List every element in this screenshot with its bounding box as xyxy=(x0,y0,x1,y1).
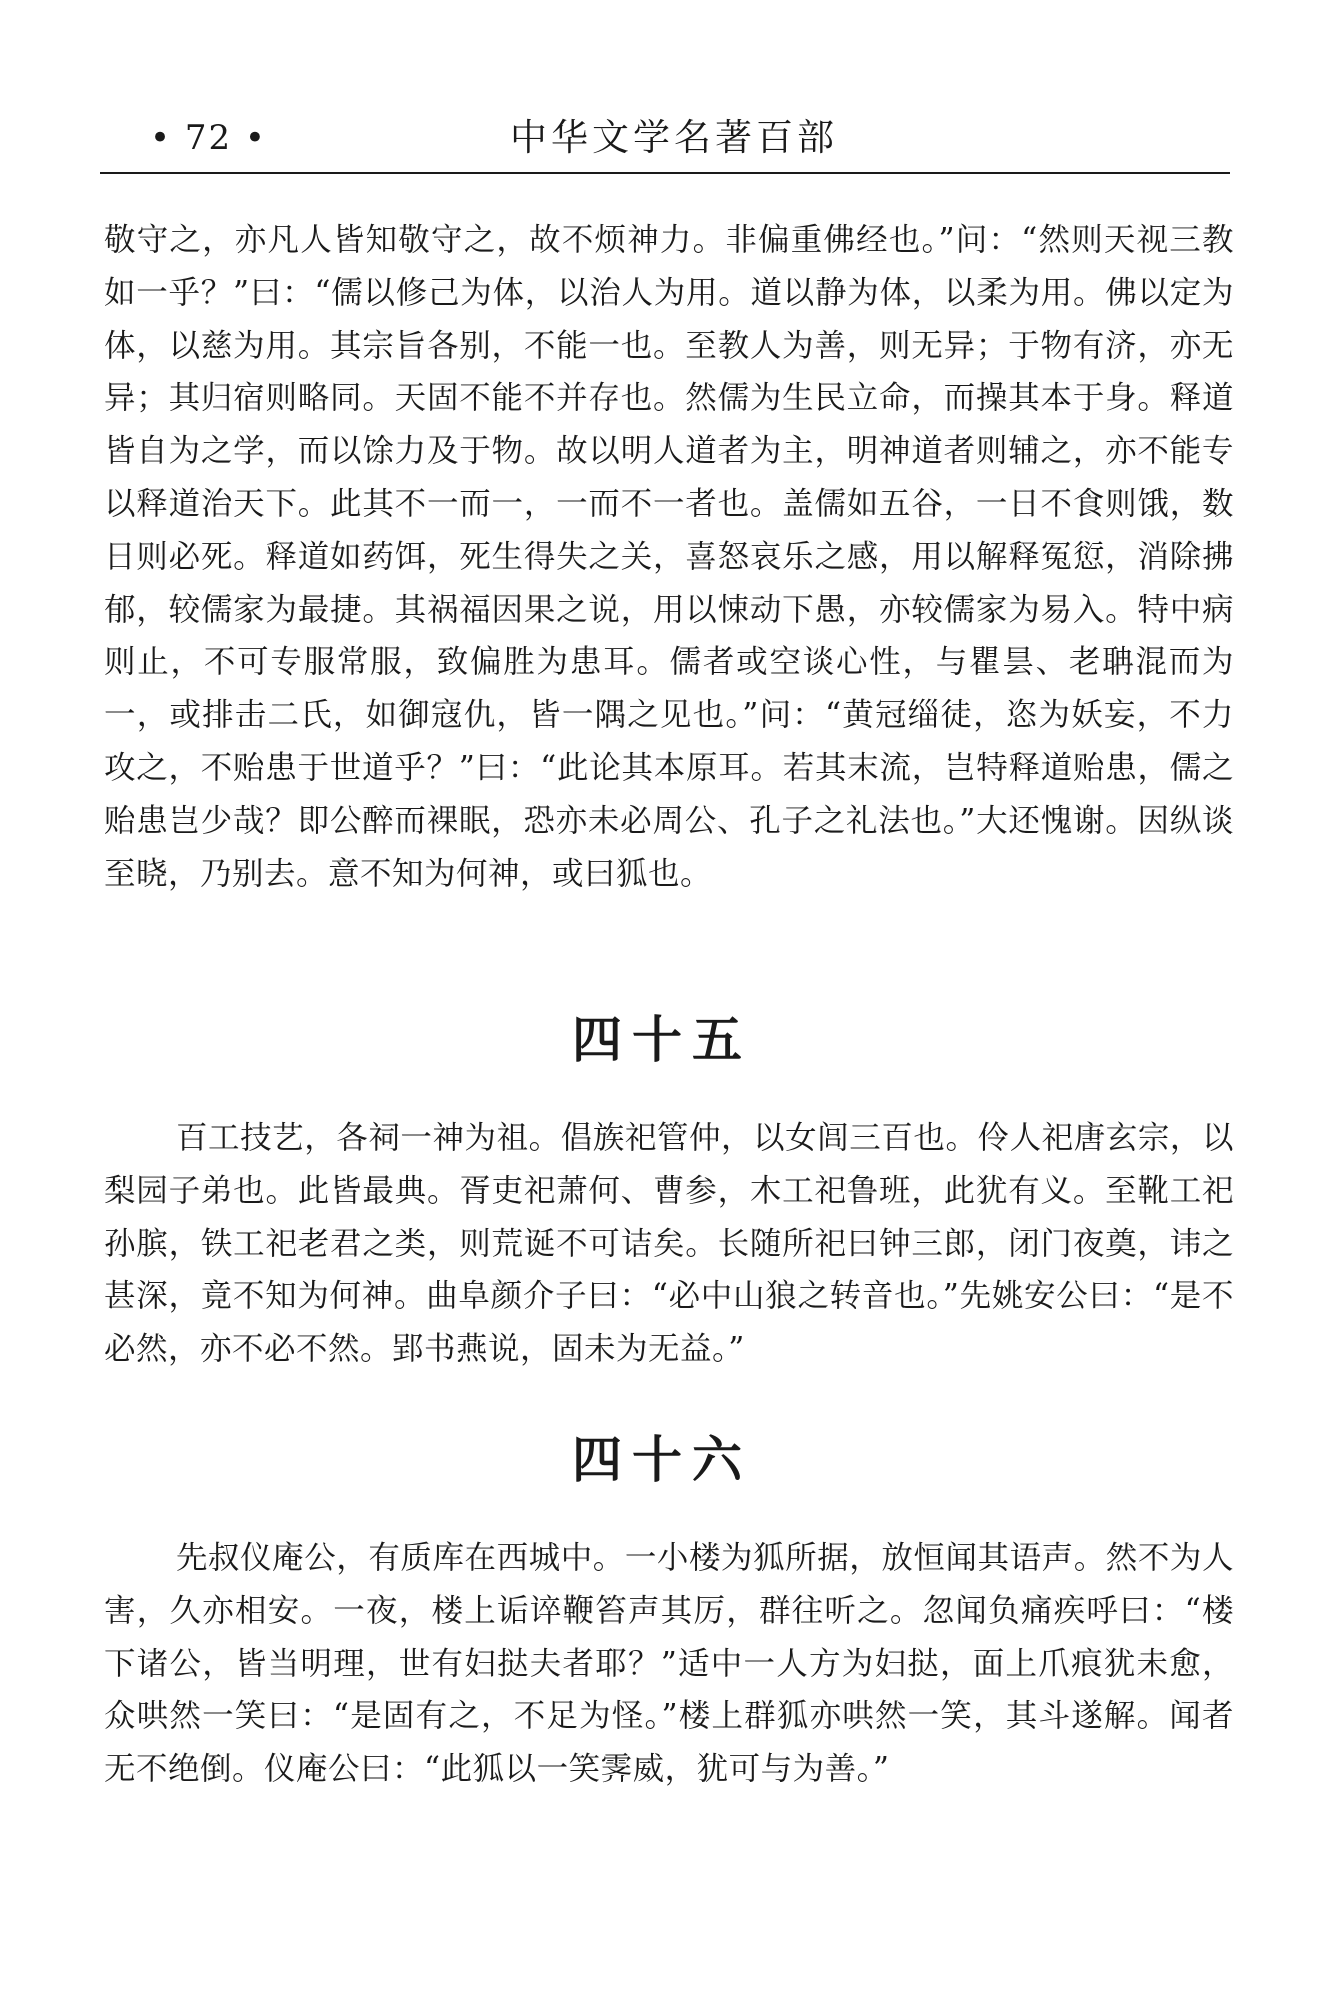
section-heading-46: 四十六 xyxy=(572,1431,752,1489)
section-46-paragraph: 先叔仪庵公，有质库在西城中。一小楼为狐所据，放恒闻其语声。然不为人害，久亦相安。一夜，楼上诟谇鞭笞声其厉，群往听之。忽闻负痛疾呼曰：“楼下诸公，皆当明理，世有妇挞夫者耶？”适中一人方为妇挞，面上爪痕犹未愈，众哄然一笑曰：“是固有之，不足为怪。”楼上群狐亦哄然一笑，其斗遂解。闻者无不绝倒。仪庵公曰：“此狐以一笑霁威，犹可与为善。” xyxy=(104,1540,1234,1788)
header-rule xyxy=(100,172,1230,174)
section-45-paragraph: 百工技艺，各祠一神为祖。倡族祀管仲，以女闾三百也。伶人祀唐玄宗，以梨园子弟也。此皆最典。胥吏祀萧何、曹参，木工祀鲁班，此犹有义。至靴工祀孙膑，铁工祀老君之类，则荒诞不可诘矣。长随所祀曰钟三郎，闭门夜奠，讳之甚深，竟不知为何神。曲阜颜介子曰：“必中山狼之转音也。”先姚安公曰：“是不必然，亦不必不然。郢书燕说，固未为无益。” xyxy=(104,1120,1234,1368)
section-heading-45: 四十五 xyxy=(572,1011,752,1069)
running-title: 中华文学名著百部 xyxy=(510,116,838,159)
page-header xyxy=(100,108,1230,168)
page-number: • 72 • xyxy=(150,118,267,158)
continued-paragraph: 敬守之，亦凡人皆知敬守之，故不烦神力。非偏重佛经也。”问：“然则天视三教如一乎？”曰：“儒以修己为体，以治人为用。道以静为体，以柔为用。佛以定为体，以慈为用。其宗旨各别，不能一也。至教人为善，则无异；于物有济，亦无异；其归宿则略同。天固不能不并存也。然儒为生民立命，而操其本于身。释道皆自为之学，而以馀力及于物。故以明人道者为主，明神道者则辅之，亦不能专以释道治天下。此其不一而一，一而不一者也。盖儒如五谷，一日不食则饿，数日则必死。释道如药饵，死生得失之关，喜怒哀乐之感，用以解释冤愆，消除拂郁，较儒家为最捷。其祸福因果之说，用以悚动下愚，亦较儒家为易入。特中病则止，不可专服常服，致偏胜为患耳。儒者或空谈心性，与瞿昙、老聃混而为一，或排击二氏，如御寇仇，皆一隅之见也。”问：“黄冠缁徒，恣为妖妄，不力攻之，不贻患于世道乎？”曰：“此论其本原耳。若其末流，岂特释道贻患，儒之贻患岂少哉？即公醉而裸眠，恐亦未必周公、孔子之礼法也。”大还愧谢。因纵谈至晓，乃别去。意不知为何神，或曰狐也。 xyxy=(104,222,1234,892)
